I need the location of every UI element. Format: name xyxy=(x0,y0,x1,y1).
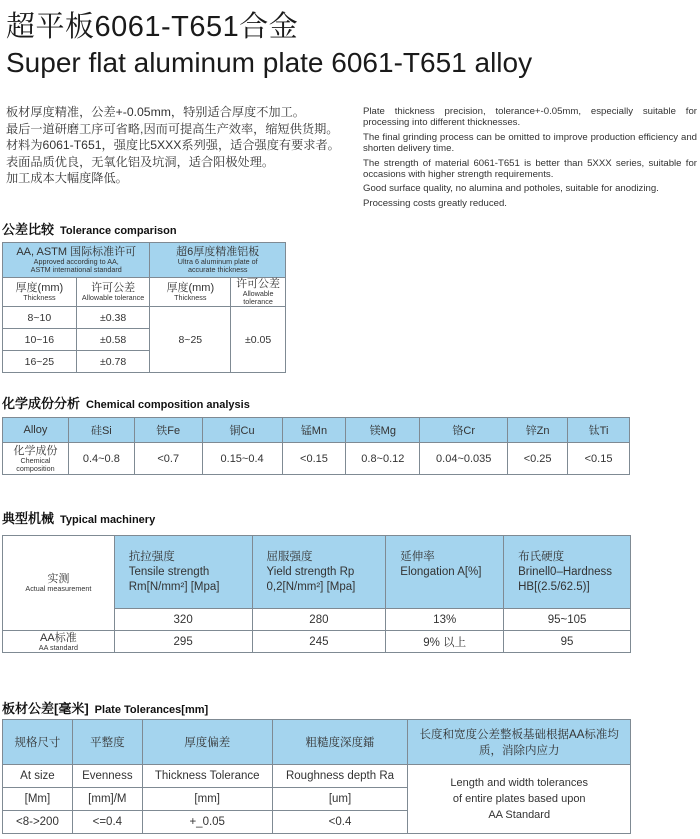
chem-value: 0.15~0.4 xyxy=(202,443,282,475)
plate-header-cell: 平整度 xyxy=(72,720,142,765)
allowable-header xyxy=(231,278,286,307)
elongation-header xyxy=(386,536,504,609)
plate-cell: Thickness Tolerance xyxy=(142,765,272,788)
chem-header-cell: 镁Mg xyxy=(346,418,420,443)
yield-cn: 屈服强度 xyxy=(266,550,313,563)
page-title-en: Super flat aluminum plate 6061-T651 alloy xyxy=(6,47,533,78)
aa-standard-label xyxy=(3,631,115,653)
intro-cn-line: 最后一道研磨工序可省略,因而可提高生产效率，缩短供货期。 xyxy=(6,121,339,136)
machinery-section-title xyxy=(2,508,155,527)
chem-header-cell: 铜Cu xyxy=(202,418,282,443)
plate-cell: <8->200 xyxy=(3,811,73,834)
intro-en-paragraph: Good surface quality, no alumina and potholes, suitable for anodizing. xyxy=(363,183,659,195)
allow-cn: 许可公差 xyxy=(91,282,136,294)
chem-value: <0.15 xyxy=(282,443,346,475)
allow-cn: 许可公差 xyxy=(236,278,281,290)
plate-cell: At size xyxy=(3,765,73,788)
plate-cell: Roughness depth Ra xyxy=(272,765,408,788)
chem-header-cell: Alloy xyxy=(3,418,69,443)
tensile-en1: Tensile strength xyxy=(128,565,210,578)
ultra-header-en2: accurate thickness xyxy=(187,265,248,274)
hardness-header xyxy=(504,536,631,609)
chem-header-cell: 硅Si xyxy=(68,418,134,443)
plate-cell: [mm] xyxy=(142,788,272,811)
standard-value: 9% 以上 xyxy=(386,631,504,653)
chem-label-cn: 化学成份 xyxy=(13,444,58,457)
machinery-table xyxy=(2,535,631,653)
elongation-en1: Elongation A[%] xyxy=(400,565,482,578)
machinery-title-cn: 典型机械 xyxy=(2,511,55,526)
thickness-cn: 厚度(mm) xyxy=(166,282,215,294)
tol-thickness: 16~25 xyxy=(3,351,77,373)
hardness-cn: 布氏硬度 xyxy=(518,550,565,563)
intro-cn xyxy=(6,104,356,187)
table-row xyxy=(3,307,286,329)
tolerance-section-title xyxy=(2,219,177,238)
plate-header-cell: 长度和宽度公差整板基础根据AA标准均质，消除内应力 xyxy=(408,720,631,765)
ultra-thickness: 8~25 xyxy=(150,307,231,373)
aa-astm-header xyxy=(3,243,150,278)
plate-cell: <0.4 xyxy=(272,811,408,834)
measure-en: Actual measurement xyxy=(25,584,92,593)
aa-note-line: AA Standard xyxy=(488,809,551,821)
aa-header-en2: ASTM international standard xyxy=(30,265,122,274)
yield-header xyxy=(252,536,386,609)
chemical-section-title xyxy=(2,393,250,412)
thickness-header xyxy=(3,278,77,307)
plate-header-cell: 规格尺寸 xyxy=(3,720,73,765)
plate-section-title xyxy=(2,698,208,717)
chem-value: <0.15 xyxy=(568,443,630,475)
chem-value: 0.4~0.8 xyxy=(68,443,134,475)
plate-cell: [um] xyxy=(272,788,408,811)
aa-header-en1: Approved according to AA, xyxy=(33,257,119,266)
ultra-header-en1: Ultra 6 aluminum plate of xyxy=(177,257,258,266)
aa-standard-note xyxy=(408,765,631,834)
plate-cell: [mm]/M xyxy=(72,788,142,811)
chem-value: <0.25 xyxy=(508,443,568,475)
tol-thickness: 8~10 xyxy=(3,307,77,329)
chem-header-cell: 锰Mn xyxy=(282,418,346,443)
chemical-title-cn: 化学成份分析 xyxy=(2,396,81,411)
aa-note-line: of entire plates based upon xyxy=(452,793,586,805)
chem-header-cell: 铁Fe xyxy=(134,418,202,443)
chemical-title-en: Chemical composition analysis xyxy=(86,399,250,411)
intro-cn-line: 材料为6061-T651，强度比5XXX系列强，适合强度有要求者。 xyxy=(6,138,340,153)
chem-row-label xyxy=(3,443,69,475)
measure-cn: 实测 xyxy=(47,573,70,585)
plate-cell: [Mm] xyxy=(3,788,73,811)
plate-header-cell: 粗糙度深度鐳 xyxy=(272,720,408,765)
tol-value: ±0.38 xyxy=(76,307,150,329)
table-row xyxy=(3,631,631,653)
aa-standard-en: AA standard xyxy=(38,642,78,652)
hardness-en2: HB[(2.5/62.5)] xyxy=(518,580,590,593)
standard-value: 295 xyxy=(114,631,252,653)
allow-en: Allowable tolerance xyxy=(81,293,145,302)
ultra-tolerance: ±0.05 xyxy=(231,307,286,373)
allowable-header xyxy=(76,278,150,307)
plate-cell: +_0.05 xyxy=(142,811,272,834)
table-row xyxy=(3,765,631,788)
measured-value: 13% xyxy=(386,609,504,631)
tolerance-title-cn: 公差比较 xyxy=(2,222,55,237)
chem-value: <0.7 xyxy=(134,443,202,475)
tensile-header xyxy=(114,536,252,609)
plate-cell: Evenness xyxy=(72,765,142,788)
table-row xyxy=(3,443,630,475)
machinery-title-en: Typical machinery xyxy=(60,514,156,526)
intro-cn-line: 板材厚度精准，公差+-0.05mm，特别适合厚度不加工。 xyxy=(6,105,305,119)
chem-value: 0.04~0.035 xyxy=(420,443,508,475)
yield-en2: 0,2[N/mm²] [Mpa] xyxy=(266,580,356,593)
thickness-en: Thickness xyxy=(174,293,207,302)
ultra-header-cn: 超6厚度精准铝板 xyxy=(176,246,260,258)
allow-en: Allowable tolerance xyxy=(242,289,274,306)
thickness-header xyxy=(150,278,231,307)
hardness-en1: Brinell0–Hardness xyxy=(518,565,613,578)
thickness-en: Thickness xyxy=(23,293,56,302)
actual-measurement-label xyxy=(3,536,115,631)
plate-title-en: Plate Tolerances[mm] xyxy=(94,704,209,716)
plate-title-cn: 板材公差[毫米] xyxy=(2,701,89,716)
standard-value: 95 xyxy=(504,631,631,653)
tol-value: ±0.58 xyxy=(76,329,150,351)
tol-thickness: 10~16 xyxy=(3,329,77,351)
chemical-table xyxy=(2,417,630,475)
tensile-en2: Rm[N/mm²] [Mpa] xyxy=(128,580,220,593)
chem-value: 0.8~0.12 xyxy=(346,443,420,475)
tensile-cn: 抗拉强度 xyxy=(128,550,175,563)
chem-label-en1: Chemical xyxy=(20,455,51,465)
intro-en-paragraph: The final grinding process can be omitted to improve production efficiency and shorten delivery time. xyxy=(363,131,697,155)
aa-note-line: Length and width tolerances xyxy=(450,777,588,789)
aa-header-cn: AA, ASTM 国际标准许可 xyxy=(16,246,137,258)
page-title-cn: 超平板6061-T651合金 xyxy=(6,11,299,43)
plate-tolerance-table xyxy=(2,719,631,834)
intro-en xyxy=(363,106,697,212)
tolerance-title-en: Tolerance comparison xyxy=(60,225,177,237)
chem-header-cell: 铬Cr xyxy=(420,418,508,443)
plate-header-cell: 厚度偏差 xyxy=(142,720,272,765)
chem-header-cell: 钛Ti xyxy=(568,418,630,443)
thickness-cn: 厚度(mm) xyxy=(15,282,64,294)
intro-en-paragraph: The strength of material 6061-T651 is better than 5XXX series, suitable for occasions with higher strength requirements. xyxy=(363,157,697,181)
plate-cell: <=0.4 xyxy=(72,811,142,834)
intro-cn-line: 表面品质优良，无氧化铝及坑洞，适合阳极处理。 xyxy=(6,154,275,169)
yield-en1: Yield strength Rp xyxy=(266,565,355,578)
tol-value: ±0.78 xyxy=(76,351,150,373)
tolerance-table xyxy=(2,242,286,373)
measured-value: 320 xyxy=(114,609,252,631)
intro-cn-line: 加工成本大幅度降低。 xyxy=(6,171,128,186)
measured-value: 280 xyxy=(252,609,386,631)
chem-label-en2: composition xyxy=(16,463,55,473)
intro-en-paragraph: Plate thickness precision, tolerance+-0.05mm, especially suitable for processing into different thicknesses. xyxy=(363,106,697,129)
intro-en-paragraph: Processing costs greatly reduced. xyxy=(363,197,507,209)
chem-header-cell: 锌Zn xyxy=(508,418,568,443)
standard-value: 245 xyxy=(252,631,386,653)
elongation-cn: 延伸率 xyxy=(400,550,435,563)
measured-value: 95~105 xyxy=(504,609,631,631)
ultra-header xyxy=(150,243,286,278)
aa-standard-cn: AA标准 xyxy=(40,631,77,644)
